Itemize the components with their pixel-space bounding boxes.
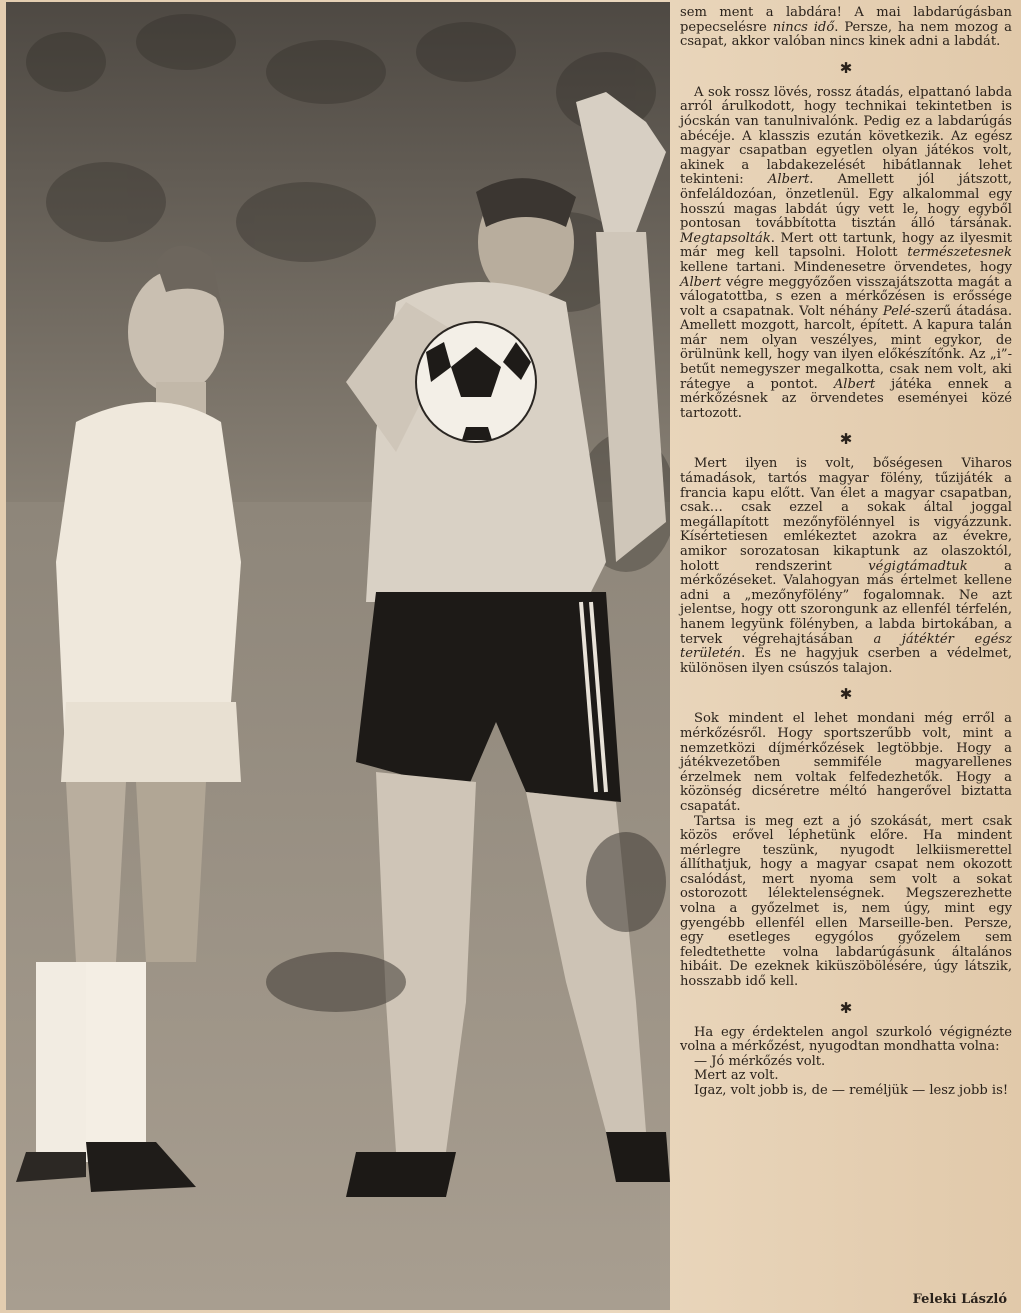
text-run: játéka ennek a mérkőzésnek az örvendetes eseményei közé tartozott. <box>680 376 1012 421</box>
football-match-photo-icon <box>6 2 670 1310</box>
emphasis: nincs idő <box>772 19 835 35</box>
paragraph-fan: Ha egy érdektelen angol szurkoló végignézte volna a mérkőzést, nyugodtan mondhatta volna: <box>680 1024 1012 1055</box>
match-photo <box>6 2 670 1310</box>
emphasis: Pelé <box>882 303 911 319</box>
article-column <box>680 6 1012 1306</box>
paragraph-conclusion: Tartsa is meg ezt a jó szokását, mert csak közös erővel léphetünk előre. Ha mindent mérlegre teszünk, nyugodt lelkiismerettel állíthatjuk, hogy a magyar csapat nem okozott csalódást, mert nyoma sem volt a sokat ostorozott lélektelenségnek. Megszerezhette volna a győzelmet is, nem úgy, mint egy gyengébb ellenfél ellen Marseille-ben. Persze, egy esetleges egygólos győzelem sem feledtethette volna labdarúgásunk általános hibáit. De ezeknek kiküszöbölésére, úgy látszik, hosszabb idő kell. <box>680 813 1012 990</box>
emphasis: természetesnek <box>907 245 1012 261</box>
text-run: végre meggyőzően visszajátszotta magát a válogatottba, s ezen a mérkőzésen is erőssége volt a csapatnak. Volt néhány <box>680 274 1012 319</box>
emphasis: a játéktér egész területén <box>680 631 1012 662</box>
section-divider-star-icon: ✱ <box>839 998 853 1017</box>
paragraph-technique <box>680 86 1012 422</box>
text-run: . Amellett jól játszott, önfeláldozóan, önzetlenül. Egy alkalommal egy hosszú magas labdát úgy vett le, hogy egyből pontosan továbbította tisztán álló társának. <box>680 172 1012 232</box>
dialog-line: Mert az volt. <box>694 1068 779 1084</box>
emphasis: Megtapsolták <box>680 230 771 246</box>
paragraph-intro <box>680 6 1012 50</box>
text-run: -szerű átadása. Amellett mozgott, harcolt, épített. A kapura talán már nem olyan veszélyes, mint egykor, de örülnünk kell, hogy van ilyen előkészítőnk. Az „i”-betűt nemegyszer megalkotta, csak nem volt, aki rátegye a pontot. <box>680 303 1012 392</box>
paragraph-sportsmanship: Sok mindent el lehet mondani még erről a mérkőzésről. Hogy sportszerűbb volt, mint a nemzetközi díjmérkőzések legtöbbje. Hogy a játékvezetőben semmiféle magyarellenes érzelmek nem voltak felfedezhetők. Hogy a közönség dicséretre méltó hangerővel biztatta csapatát. <box>680 711 1012 814</box>
text-run: . És ne hagyjuk cserben a védelmet, különösen ilyen csúszós talajon. <box>680 646 1012 676</box>
emphasis: végigtámadtuk <box>868 558 968 574</box>
section-divider-star-icon: ✱ <box>839 685 853 704</box>
text-run: sem ment a labdára! A mai labdarúgásban pepecselésre <box>680 5 1012 35</box>
section-divider-star-icon: ✱ <box>839 430 853 449</box>
text-run: A sok rossz lövés, rossz átadás, elpattanó labda arról árulkodott, hogy technikai tekintetben is jócskán van tanulnivalónk. Pedig ez a labdarúgás abécéje. A klasszis ezután következik. Az egész magyar csapatban egyetlen olyan játékos volt, akinek a labdakezelését hibátlannak lehet tekinteni: <box>680 84 1012 188</box>
text-run: . Mert ott tartunk, hogy az ilyesmit már meg kell tapsolni. Holott <box>680 230 1012 261</box>
closing-dialog <box>680 1026 1012 1099</box>
text-run: Mert ilyen is volt, bőségesen Viharos támadások, tartós magyar fölény, tűzijáték a francia kapu előtt. Van élet a magyar csapatban, csak… csak ezzel a sokak által joggal megállapított mezőnyfölénnyel is vigyázzunk. Kísértetiesen emlékeztet azokra az évekre, amikor sorozatosan kikaptunk az olaszoktól, holott rendszerint <box>680 456 1012 574</box>
emphasis: Albert <box>680 274 722 290</box>
paragraph-dominance <box>680 457 1012 676</box>
text-run: . Persze, ha nem mozog a csapat, akkor valóban nincs kinek adni a labdát. <box>680 19 1012 50</box>
emphasis: Albert <box>767 172 810 188</box>
text-run: kellene tartani. Mindenesetre örvendetes, hogy <box>680 259 1012 275</box>
text-run: a mérkőzéseket. Valahogyan más értelmet kellene adni a „mezőnyfölény” fogalomnak. Ne azt jelentse, hogy ott szorongunk az ellenfél térfelén, hanem legyünk fölényben, a labda birtokában, a tervek végrehajtásában <box>680 558 1012 647</box>
emphasis: Albert <box>833 376 876 392</box>
author-byline: Feleki László <box>912 1292 1007 1307</box>
dialog-line: Igaz, volt jobb is, de — reméljük — lesz jobb is! <box>694 1083 1009 1098</box>
dialog-line: — Jó mérkőzés volt. <box>694 1053 826 1069</box>
section-divider-star-icon: ✱ <box>839 58 853 77</box>
